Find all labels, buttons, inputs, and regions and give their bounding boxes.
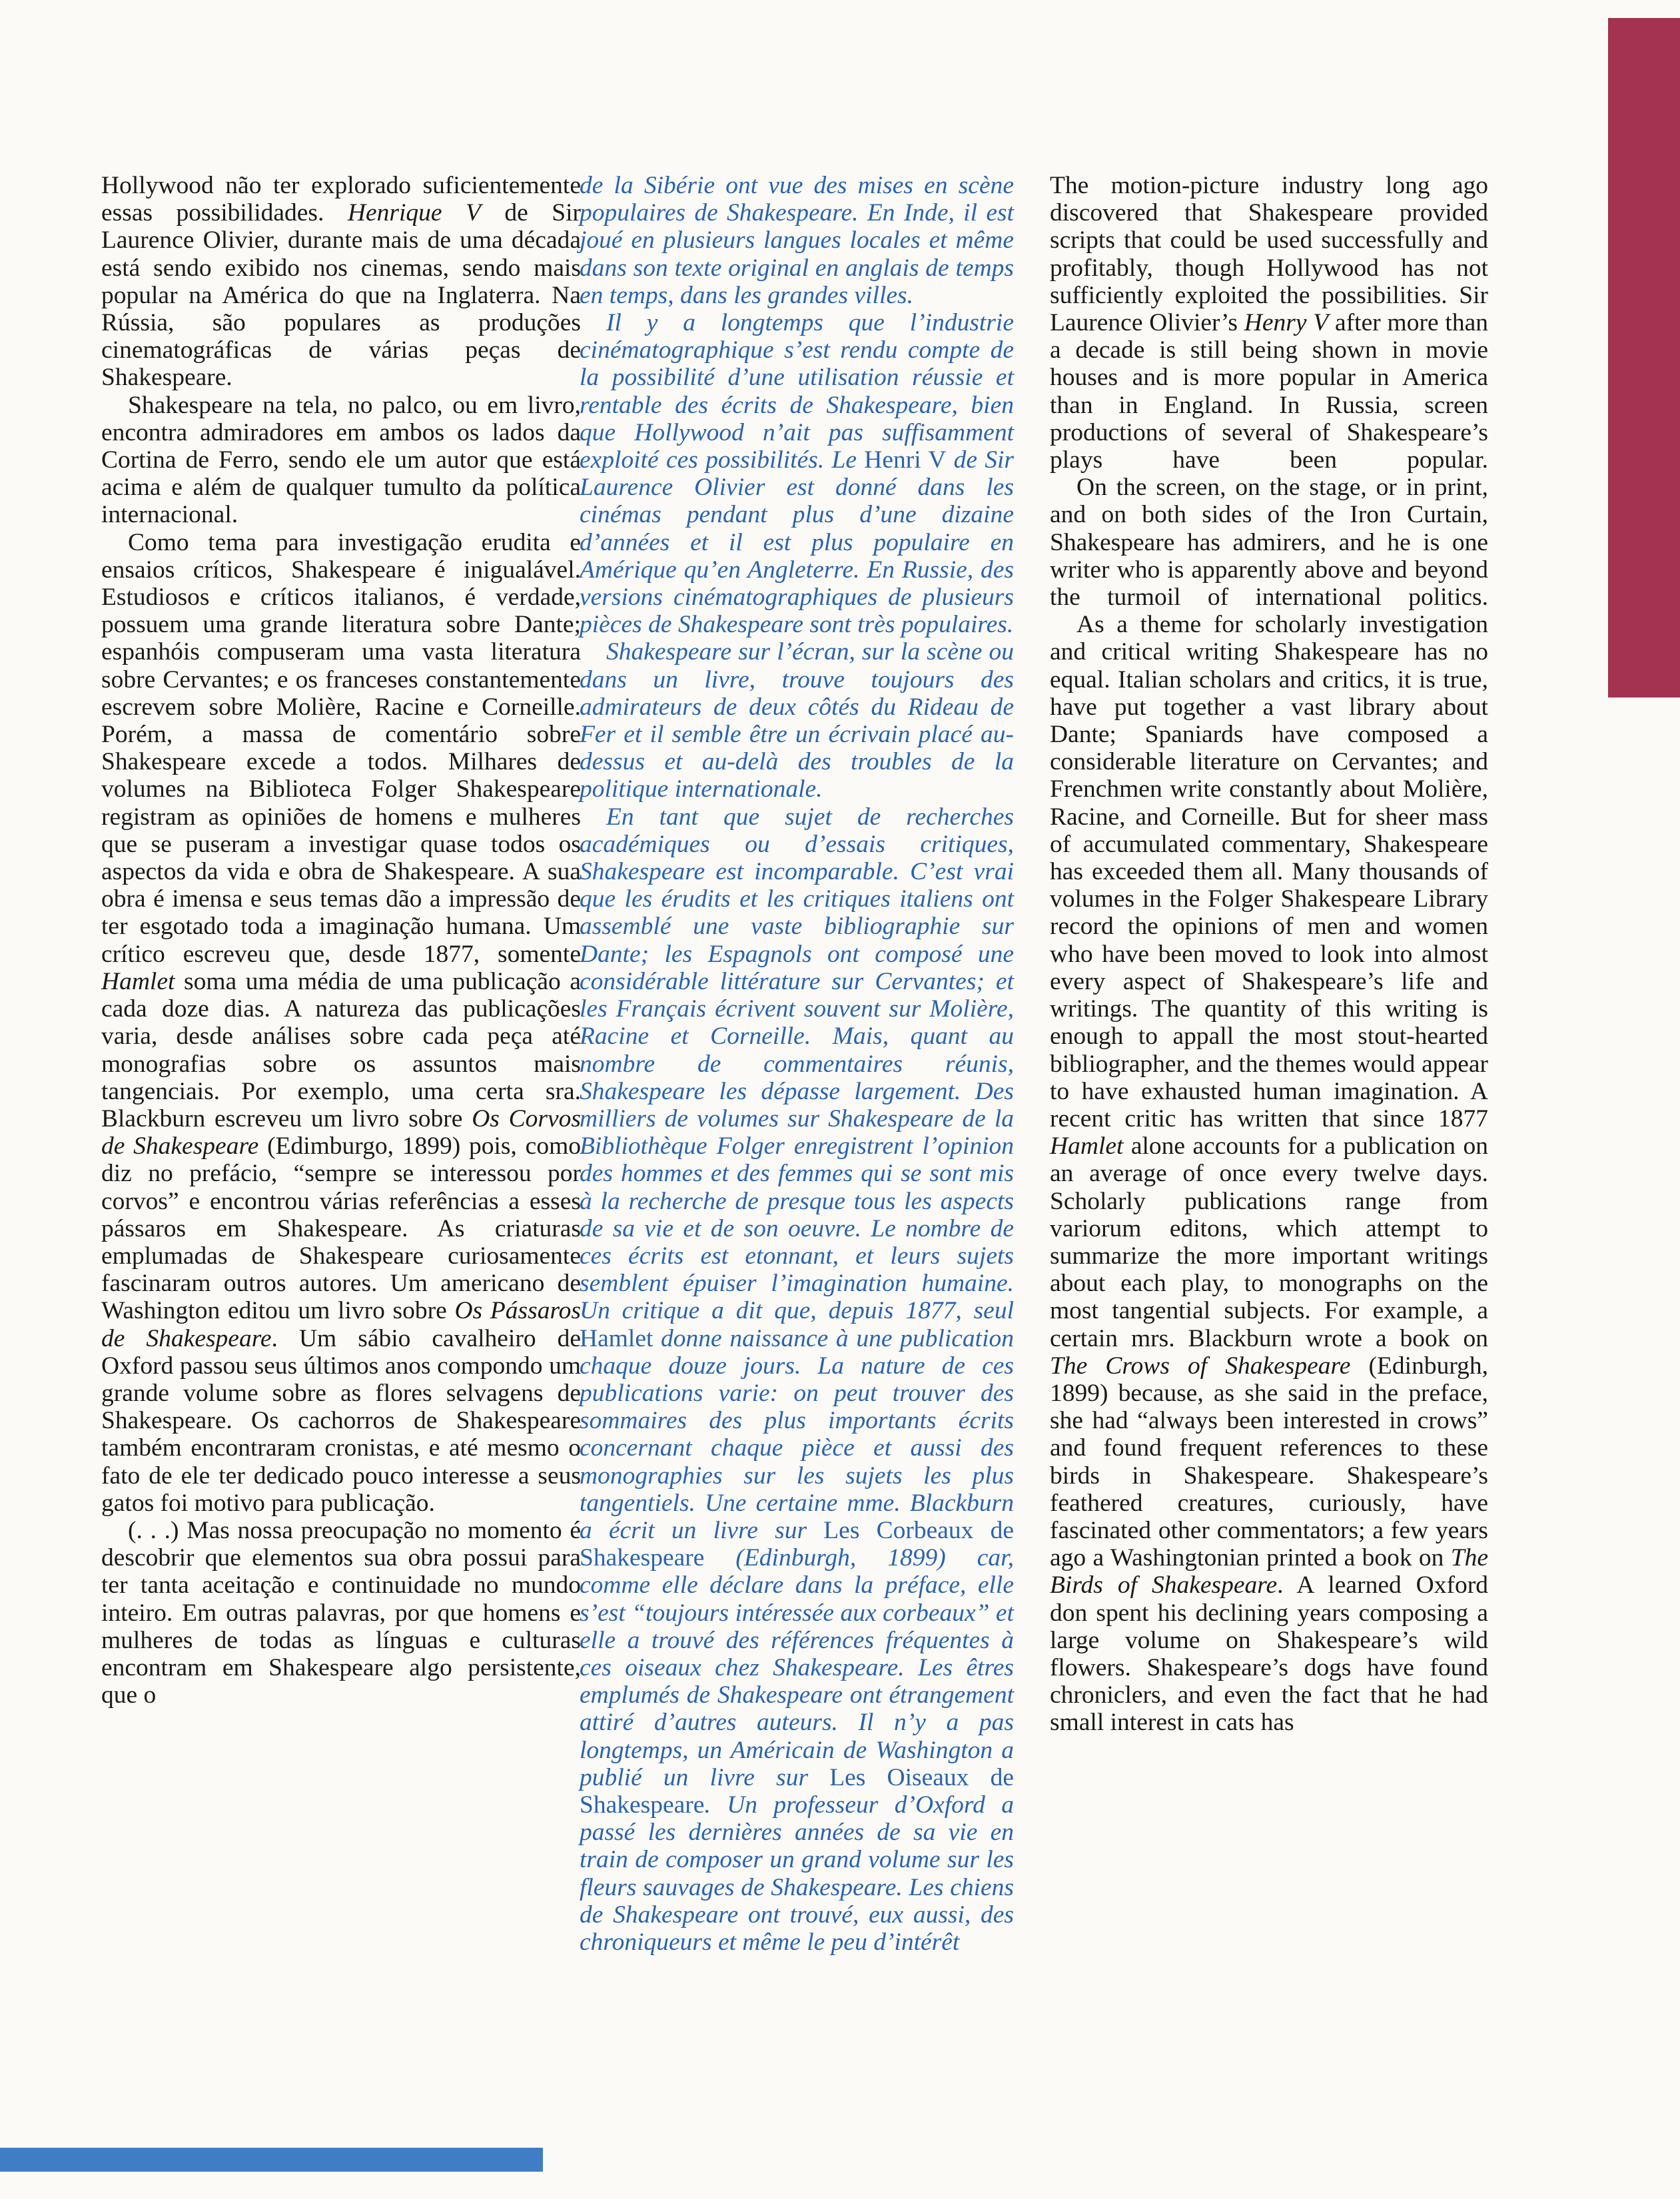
portuguese-paragraph bbox=[101, 392, 581, 529]
text-run: donne naissance à une publication chaque douze jours. La nature de ces publications varie: on peut trouver des sommaires des plus importants écrits concernant chaque pièce et aussi des monographies sur les sujets les plus tangentiels. Une certaine mme. Blackburn a écrit un livre sur bbox=[580, 1324, 1014, 1544]
text-run: The motion-picture industry long ago discovered that Shakespeare provided scripts that could be used successfully and profitably, though Hollywood has not sufficiently exploited the possibilities. Sir Laurence Olivier’s bbox=[1050, 172, 1488, 337]
text-run: de Sir Laurence Olivier, durante mais de uma década está sendo exibido nos cinemas, sendo mais popular na América do que na Inglaterra. Na Rússia, são populares as produções cinematográficas de várias peças de Shakespeare. bbox=[101, 199, 581, 392]
title-run: Os Corvos de Shakespeare bbox=[101, 1104, 581, 1160]
text-run: Shakespeare na tela, no palco, ou em livro, encontra admiradores em ambos os lados da Cortina de Ferro, sendo ele um autor que está acima e além de qualquer tumulto da política internacional. bbox=[101, 391, 581, 529]
text-run: de Sir Laurence Olivier est donné dans les cinémas pendant plus d’une dizaine d’années et il est plus populaire en Amérique qu’en Angleterre. En Russie, des versions cinématographiques de plusieurs pièces de Shakespeare sont très populaires. bbox=[580, 446, 1014, 639]
title-run: The Crows of Shakespeare bbox=[1050, 1352, 1351, 1380]
english-paragraph bbox=[1050, 172, 1488, 474]
french-paragraph bbox=[580, 803, 1014, 1957]
text-run: On the screen, on the stage, or in print, and on both sides of the Iron Curtain, Shakespeare has admirers, and he is one writer who is apparently above and beyond the turmoil of international politics. bbox=[1050, 474, 1488, 612]
text-run: (. . .) Mas nossa preocupação no momento é descobrir que elementos sua obra possui para ter tanta aceitação e continuidade no mundo inteiro. Em outras palavras, por que homens e mulheres de todas as línguas e culturas encontram em Shakespeare algo persistente, que o bbox=[101, 1516, 581, 1709]
text-run: Como tema para investigação erudita e ensaios críticos, Shakespeare é inigualável. Estudiosos e críticos italianos, é verdade, possuem uma grande literatura sobre Dante; espanhóis compuseram uma vasta literatura sobre Cervantes; e os franceses constantemente escrevem sobre Molière, Racine e Corneille. Porém, a massa de comentário sobre Shakespeare excede a todos. Milhares de volumes na Biblioteca Folger Shakespeare registram as opiniões de homens e mulheres que se puseram a investigar quase todos os aspectos da vida e obra de Shakespeare. A sua obra é imensa e seus temas dão a impressão de ter esgotado toda a imaginação humana. Um crítico escreveu que, desde 1877, somente bbox=[101, 528, 581, 968]
french-column bbox=[580, 172, 1014, 1956]
title-run: Les Corbeaux de Shakespeare bbox=[580, 1516, 1015, 1572]
text-run: As a theme for scholarly investigation and critical writing Shakespeare has no equal. Italian scholars and critics, it is true, have put together a vast library about Dante; Spaniards have composed a considerable literature on Cervantes; and Frenchmen write constantly about Molière, Racine, and Corneille. But for sheer mass of accumulated commentary, Shakespeare has exceeded them all. Many thousands of volumes in the Folger Shakespeare Library record the opinions of men and women who have been moved to look into almost every aspect of Shakespeare’s life and writings. The quantity of this writing is enough to appall the most stout-hearted bibliographer, and the themes would appear to have exhausted human imagination. A recent critic has written that since 1877 bbox=[1050, 611, 1488, 1132]
maroon-side-bar bbox=[1608, 18, 1680, 697]
text-run: soma uma média de uma publicação a cada doze dias. A natureza das publicações varia, desde análises sobre cada peça até monografias sobre os assuntos mais tangenciais. Por exemplo, uma certa sra. Blackburn escreveu um livro sobre bbox=[101, 967, 581, 1132]
text-run: . Un professeur d’Oxford a passé les dernières années de sa vie en train de composer un grand volume sur les fleurs sauvages de Shakespeare. Les chiens de Shakespeare ont trouvé, eux aussi, des chroniqueurs et même le peu d’intérêt bbox=[580, 1791, 1014, 1956]
text-run: alone accounts for a publication on an average of once every twelve days. Scholarly publications range from variorum editons, which attempt to summarize the more important writings about each play, to monographs on the most tangential subjects. For example, a certain mrs. Blackburn wrote a book on bbox=[1050, 1132, 1488, 1352]
title-run: The Birds of Shakespeare bbox=[1050, 1544, 1488, 1599]
portuguese-column bbox=[101, 172, 581, 1709]
title-run: Henri V bbox=[864, 446, 947, 474]
blue-bottom-bar bbox=[0, 2148, 543, 2172]
title-run: Henrique V bbox=[347, 199, 481, 227]
text-run: . Um sábio cavalheiro de Oxford passou seus últimos anos compondo um grande volume sobre as flores selvagens de Shakespeare. Os cachorros de Shakespeare também encontraram cronistas, e até mesmo o fato de ele ter dedicado pouco interesse a seus gatos foi motivo para publicação. bbox=[101, 1324, 581, 1517]
text-run: En tant que sujet de recherches académiques ou d’essais critiques, Shakespeare est incomparable. C’est vrai que les érudits et les critiques italiens ont assemblé une vaste bibliographie sur Dante; les Espagnols ont composé une considérable littérature sur Cervantes; et les Français écrivent souvent sur Molière, Racine et Corneille. Mais, quant au nombre de commentaires réunis, Shakespeare les dépasse largement. Des milliers de volumes sur Shakespeare de la Bibliothèque Folger enregistrent l’opinion des hommes et des femmes qui se sont mis à la recherche de presque tous les aspects de sa vie et de son oeuvre. Le nombre de ces écrits est etonnant, et leurs sujets semblent épuiser l’imagination humaine. Un critique a dit que, depuis 1877, seul bbox=[580, 803, 1014, 1325]
title-run: Hamlet bbox=[101, 967, 175, 995]
portuguese-paragraph bbox=[101, 172, 581, 392]
portuguese-paragraph bbox=[101, 1517, 581, 1709]
french-paragraph bbox=[580, 172, 1014, 309]
text-run: . A learned Oxford don spent his declining years composing a large volume on Shakespeare’s wild flowers. Shakespeare’s dogs have found chroniclers, and even the fact that he had small interest in cats has bbox=[1050, 1571, 1488, 1737]
english-paragraph bbox=[1050, 611, 1488, 1736]
text-run: Shakespeare sur l’écran, sur la scène ou dans un livre, trouve toujours des admirateurs de deux côtés du Rideau de Fer et il semble être un écrivain placé au-dessus et au-delà des troubles de la politique internationale. bbox=[580, 638, 1014, 803]
title-run: Hamlet bbox=[580, 1324, 653, 1352]
english-paragraph bbox=[1050, 474, 1488, 611]
text-run: (Edinburgh, 1899) because, as she said in the preface, she had “always been interested in crows” and found frequent references to these birds in Shakespeare. Shakespeare’s feathered creatures, curiously, have fascinated other commentators; a few years ago a Washingtonian printed a book on bbox=[1050, 1352, 1488, 1572]
title-run: Hamlet bbox=[1050, 1132, 1124, 1160]
french-paragraph bbox=[580, 309, 1014, 638]
title-run: Henry V bbox=[1244, 309, 1329, 337]
french-paragraph bbox=[580, 638, 1014, 803]
text-run: (Edimburgo, 1899) pois, como diz no prefácio, “sempre se interessou por corvos” e encontrou várias referências a esses pássaros em Shakespeare. As criaturas emplumadas de Shakespeare curiosamente fascinaram outros autores. Um americano de Washington editou um livro sobre bbox=[101, 1132, 581, 1325]
title-run: Os Pássaros de Shakespeare bbox=[101, 1297, 581, 1352]
english-column bbox=[1050, 172, 1488, 1737]
text-run: after more than a decade is still being shown in movie houses and is more popular in America than in England. In Russia, screen productions of several of Shakespeare’s plays have been popular. bbox=[1050, 309, 1488, 474]
text-run: Il y a longtemps que l’industrie cinématographique s’est rendu compte de la possibilité d’une utilisation réussie et rentable des écrits de Shakespeare, bien que Hollywood n’ait pas suffisamment exploité ces possibilités. Le bbox=[580, 309, 1014, 474]
text-run: Hollywood não ter explorado suficientemente essas possibilidades. bbox=[101, 172, 581, 227]
text-run: de la Sibérie ont vue des mises en scène populaires de Shakespeare. En Inde, il est joué en plusieurs langues locales et même dans son texte original en anglais de temps en temps, dans les grandes villes. bbox=[580, 172, 1014, 309]
portuguese-paragraph bbox=[101, 529, 581, 1517]
title-run: Les Oiseaux de Shakespeare bbox=[580, 1763, 1014, 1819]
text-run: (Edinburgh, 1899) car, comme elle déclare dans la préface, elle s’est “toujours intéressée aux corbeaux” et elle a trouvé des références fréquentes à ces oiseaux chez Shakespeare. Les êtres emplumés de Shakespeare ont étrangement attiré d’autres auteurs. Il n’y a pas longtemps, un Américain de Washington a publié un livre sur bbox=[580, 1544, 1014, 1791]
